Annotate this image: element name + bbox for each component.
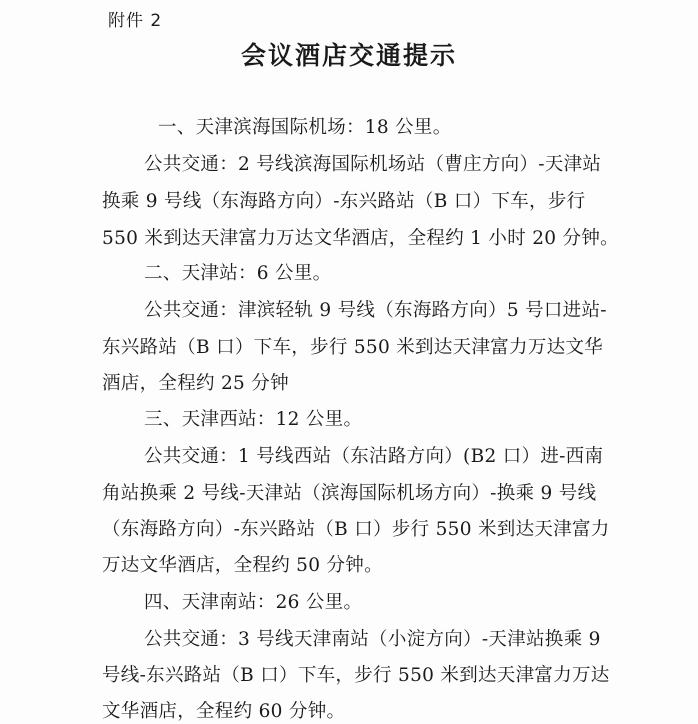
paragraph-line: 公共交通：津滨轻轨 9 号线（东海路方向）5 号口进站- <box>144 300 607 321</box>
paragraph-line: 公共交通：3 号线天津南站（小淀方向）-天津站换乘 9 <box>144 629 601 650</box>
paragraph-line: 东兴路站（B 口）下车，步行 550 米到达天津富力万达文华 <box>102 337 604 358</box>
paragraph-line: 550 米到达天津富力万达文华酒店，全程约 1 小时 20 分钟。 <box>102 228 619 249</box>
page-title: 会议酒店交通提示 <box>240 41 457 70</box>
paragraph-line: （东海路方向）-东兴路站（B 口）步行 550 米到达天津富力 <box>102 519 610 540</box>
paragraph-line: 万达文华酒店，全程约 50 分钟。 <box>102 555 383 576</box>
paragraph-line: 号线-东兴路站（B 口）下车，步行 550 米到达天津富力万达 <box>102 665 610 686</box>
paragraph-line: 换乘 9 号线（东海路方向）-东兴路站（B 口）下车，步行 <box>102 191 586 212</box>
paragraph-line: 公共交通：2 号线滨海国际机场站（曹庄方向）-天津站 <box>144 154 602 175</box>
paragraph-line: 公共交通：1 号线西站（东沽路方向）(B2 口）进-西南 <box>144 446 604 467</box>
section-heading-airport: 一、天津滨海国际机场：18 公里。 <box>158 117 452 138</box>
section-heading-tianjin-west: 三、天津西站：12 公里。 <box>144 409 363 430</box>
paragraph-line: 角站换乘 2 号线-天津站（滨海国际机场方向）-换乘 9 号线 <box>102 483 597 504</box>
paragraph-line: 酒店，全程约 25 分钟 <box>102 373 289 394</box>
section-heading-tianjin-south: 四、天津南站：26 公里。 <box>144 592 363 613</box>
paragraph-line: 文华酒店，全程约 60 分钟。 <box>102 701 346 722</box>
attachment-label: 附件 2 <box>108 11 163 31</box>
section-heading-tianjin-station: 二、天津站：6 公里。 <box>144 263 332 284</box>
